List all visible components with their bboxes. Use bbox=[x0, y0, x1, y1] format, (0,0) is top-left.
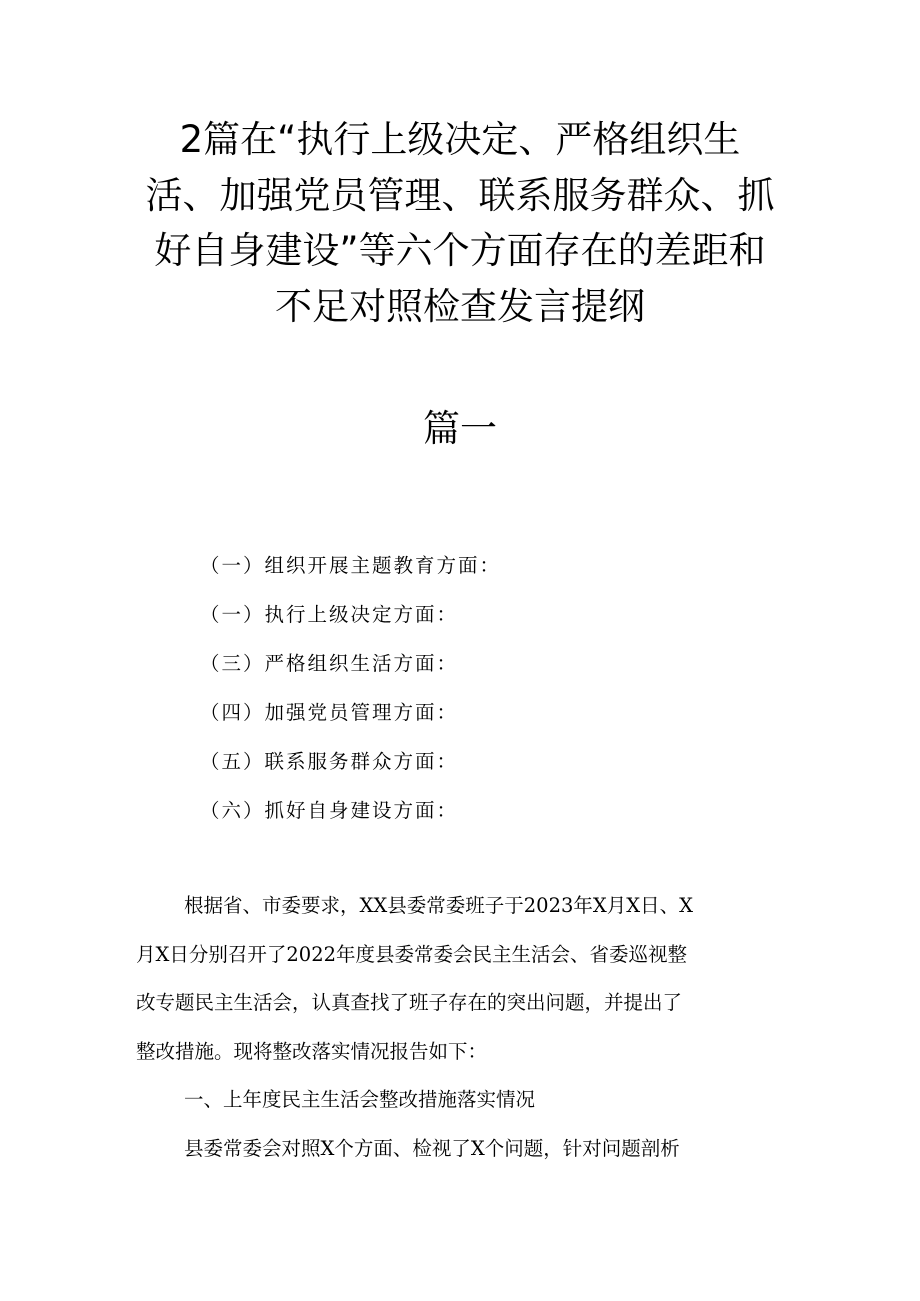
section-heading: 篇一 bbox=[423, 407, 497, 450]
body-line: 县委常委会对照X个方面、检视了X个问题，针对问题剖析 bbox=[184, 1136, 680, 1160]
outline-item: （一）执行上级决定方面： bbox=[200, 603, 459, 626]
outline-item: （一）组织开展主题教育方面： bbox=[200, 554, 502, 577]
title-line: 活、加强党员管理、联系服务群众、抓 bbox=[145, 173, 775, 217]
outline-item: （六）抓好自身建设方面： bbox=[200, 799, 459, 822]
body-line: 改专题民主生活会，认真查找了班子存在的突出问题，并提出了 bbox=[136, 991, 683, 1014]
title-line: 好自身建设”等六个方面存在的差距和 bbox=[154, 229, 766, 272]
title-line: 不足对照检查发言提纲 bbox=[275, 284, 645, 328]
title-line: 2篇在“执行上级决定、严格组织生 bbox=[179, 118, 741, 161]
document-title bbox=[130, 112, 790, 334]
body-line: 整改措施。现将整改落实情况报告如下： bbox=[136, 1039, 488, 1063]
section-subheading: 一、上年度民主生活会整改措施落实情况 bbox=[184, 1088, 536, 1111]
body-line: 根据省、市委要求，XX县委常委班子于2023年X月X日、X bbox=[184, 894, 694, 917]
body-line: 月X日分别召开了2022年度县委常委会民主生活会、省委巡视整 bbox=[136, 942, 688, 966]
outline-item: （五）联系服务群众方面： bbox=[200, 750, 459, 773]
outline-item: （三）严格组织生活方面： bbox=[200, 652, 459, 675]
body-text bbox=[136, 882, 792, 1173]
outline-list bbox=[200, 548, 501, 842]
outline-item: （四）加强党员管理方面： bbox=[200, 701, 459, 724]
